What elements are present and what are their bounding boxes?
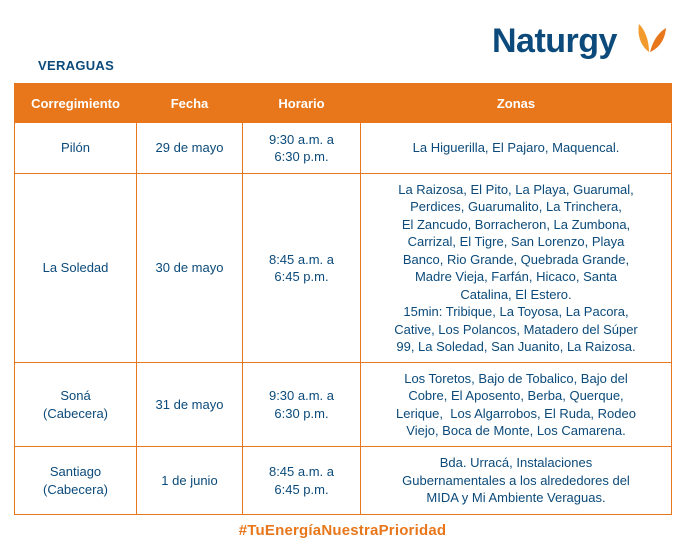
cell-corregimiento	[15, 123, 137, 174]
cell-fecha: 1 de junio	[137, 447, 243, 515]
outage-schedule-table	[14, 83, 672, 515]
zona-line: Lerique, Los Algarrobos, El Ruda, Rodeo	[396, 405, 636, 421]
cell-zonas	[361, 447, 672, 515]
corregimiento-line: Soná	[60, 388, 91, 403]
zona-line: Bda. Urracá, Instalaciones	[439, 455, 593, 471]
corregimiento-line: Pilón	[61, 140, 90, 156]
corregimiento-line: La Soledad	[42, 260, 109, 276]
table-header-row	[15, 84, 672, 123]
zona-line: El Zancudo, Borracheron, La Zumbona,	[401, 216, 631, 232]
zona-line: Carrizal, El Tigre, San Lorenzo, Playa	[407, 234, 625, 249]
cell-fecha: 29 de mayo	[137, 123, 243, 174]
cell-zonas	[361, 174, 672, 363]
cell-fecha: 31 de mayo	[137, 363, 243, 447]
header-corregimiento: Corregimiento	[15, 84, 137, 123]
zona-line: Cative, Los Polancos, Matadero del Súper	[394, 321, 638, 337]
logo-wordmark: Naturgy	[492, 22, 617, 60]
hashtag: #TuEnergíaNuestraPrioridad	[238, 522, 447, 539]
zona-line: Perdices, Guarumalito, La Trinchera,	[410, 199, 622, 214]
table-row	[15, 123, 672, 174]
horario-line: 9:30 a.m. a	[268, 131, 335, 147]
zona-line: Banco, Rio Grande, Quebrada Grande,	[402, 251, 630, 267]
header-fecha: Fecha	[137, 84, 243, 123]
zona-line: Catalina, El Estero.	[460, 286, 572, 302]
zona-line: Gubernamentales a los alrededores del	[402, 472, 630, 488]
butterfly-icon	[635, 18, 667, 54]
cell-horario	[243, 447, 361, 515]
naturgy-logo	[492, 18, 672, 68]
horario-line: 6:45 p.m.	[274, 269, 329, 284]
cell-zonas	[361, 123, 672, 174]
header-zonas: Zonas	[361, 84, 672, 123]
zona-line: 15min: Tribique, La Toyosa, La Pacora,	[403, 304, 629, 319]
cell-corregimiento	[15, 363, 137, 447]
horario-line: 6:30 p.m.	[274, 405, 329, 421]
horario-line: 6:45 p.m.	[274, 481, 329, 497]
table-row	[15, 363, 672, 447]
cell-corregimiento	[15, 447, 137, 515]
zona-line: La Raizosa, El Pito, La Playa, Guarumal,	[398, 181, 634, 197]
corregimiento-line: (Cabecera)	[42, 481, 109, 497]
horario-line: 6:30 p.m.	[274, 149, 329, 164]
zona-line: La Higuerilla, El Pajaro, Maquencal.	[412, 140, 620, 156]
cell-zonas	[361, 363, 672, 447]
horario-line: 8:45 a.m. a	[268, 251, 335, 267]
corregimiento-line: (Cabecera)	[42, 405, 109, 421]
zona-line: 99, La Soledad, San Juanito, La Raizosa.	[396, 339, 636, 354]
table-row	[15, 174, 672, 363]
zona-line: MIDA y Mi Ambiente Veraguas.	[426, 490, 606, 506]
cell-fecha: 30 de mayo	[137, 174, 243, 363]
zona-line: Madre Vieja, Farfán, Hicaco, Santa	[414, 269, 618, 284]
cell-horario	[243, 363, 361, 447]
zona-line: Viejo, Boca de Monte, Los Camarena.	[406, 423, 626, 438]
zona-line: Cobre, El Aposento, Berba, Querque,	[408, 388, 624, 403]
corregimiento-line: Santiago	[49, 464, 102, 479]
region-title: VERAGUAS	[38, 58, 115, 73]
cell-horario	[243, 123, 361, 174]
horario-line: 8:45 a.m. a	[268, 464, 335, 479]
table-row	[15, 447, 672, 515]
header-horario: Horario	[243, 84, 361, 123]
horario-line: 9:30 a.m. a	[268, 388, 335, 403]
cell-horario	[243, 174, 361, 363]
cell-corregimiento	[15, 174, 137, 363]
zona-line: Los Toretos, Bajo de Tobalico, Bajo del	[404, 370, 628, 386]
